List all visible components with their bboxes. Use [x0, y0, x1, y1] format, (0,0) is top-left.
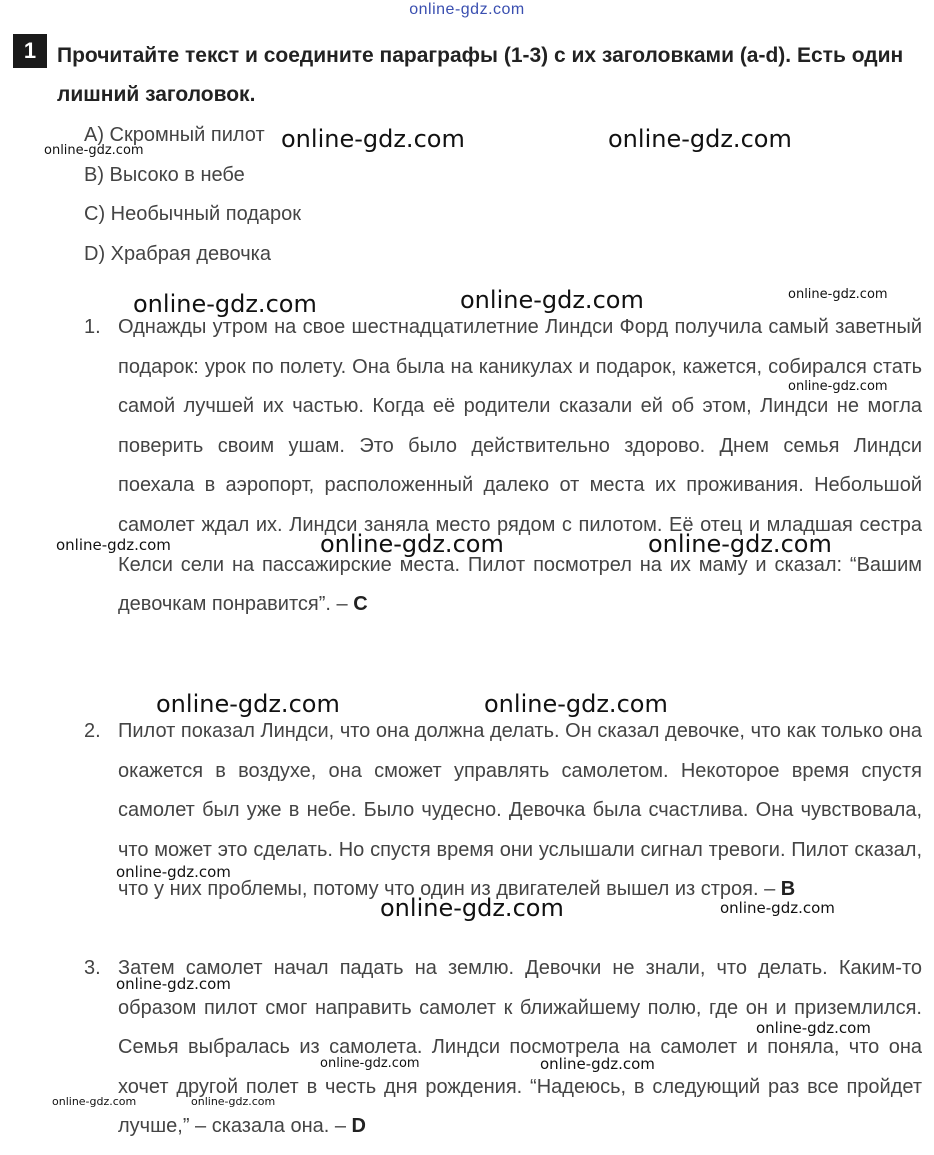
heading-option-b: B) Высоко в небе: [84, 163, 245, 186]
headings-list: [84, 116, 301, 274]
task-number-badge: 1: [13, 34, 47, 68]
watermark: online-gdz.com: [133, 290, 317, 318]
watermark: online-gdz.com: [720, 899, 835, 917]
paragraph-answer: C: [353, 593, 368, 616]
watermark: online-gdz.com: [191, 1095, 276, 1108]
paragraph-answer: D: [351, 1115, 366, 1138]
watermark: online-gdz.com: [44, 143, 144, 158]
paragraph-number: 3.: [84, 957, 101, 979]
heading-option-c: C) Необычный подарок: [84, 203, 302, 225]
top-watermark: online-gdz.com: [409, 1, 525, 18]
watermark: online-gdz.com: [52, 1095, 137, 1108]
paragraph-answer: B: [780, 878, 796, 901]
watermark: online-gdz.com: [380, 894, 564, 922]
watermark: online-gdz.com: [540, 1055, 655, 1073]
watermark: online-gdz.com: [116, 863, 231, 881]
paragraph-text: Пилот показал Линдси, что она должна делать. Он сказал девочке, что как только она окажется в воздухе, она сможет управлять самолетом. Некоторое время спустя самолет был уже в небе. Было чудесно. Девочка была счастлива. Она чувствовала, что может это сделать. Но спустя время они услышали сигнал тревоги. Пилот сказал, что у них проблемы, потому что один из двигателей вышел из строя. – B: [118, 720, 922, 901]
heading-option-a: A) Скромный пилот: [84, 124, 265, 146]
watermark: online-gdz.com: [608, 125, 792, 153]
paragraph-text: Однажды утром на свое шестнадцатилетние Линдси Форд получила самый заветный подарок: урок по полету. Она была на каникулах и подарок, кажется, собирался стать самой лучшей их частью. Когда её родители сказали ей об этом, Линдси не могла поверить своим ушам. Это было действительно здорово. Днем семья Линдси поехала в аэропорт, расположенный далеко от места их проживания. Небольшой самолет ждал их. Линдси заняла место рядом с пилотом. Её отец и младшая сестра Келси сели на пассажирские места. Пилот посмотрел на их маму и сказал: “Вашим девочкам понравится”. – C: [118, 316, 922, 616]
watermark: online-gdz.com: [648, 530, 832, 558]
watermark: online-gdz.com: [320, 530, 504, 558]
task-instruction: Прочитайте текст и соедините параграфы (1-3) с их заголовками (a-d). Есть один лишний заголовок.: [57, 44, 904, 106]
paragraph-number: 1.: [84, 316, 101, 338]
watermark: online-gdz.com: [460, 286, 644, 314]
watermark: online-gdz.com: [56, 536, 171, 554]
paragraph-text: Затем самолет начал падать на землю. Девочки не знали, что делать. Каким-то образом пилот смог направить самолет к ближайшему полю, где он и приземлился. Семья выбралась из самолета. Линдси посмотрела на самолет и поняла, что она хочет другой полет в честь дня рождения. “Надеюсь, в следующий раз все пройдет лучше,” – сказала она. – D: [118, 957, 922, 1138]
watermark: online-gdz.com: [788, 379, 888, 394]
watermark: online-gdz.com: [116, 975, 231, 993]
watermark: online-gdz.com: [281, 125, 465, 153]
watermark: online-gdz.com: [320, 1056, 420, 1071]
watermark: online-gdz.com: [156, 690, 340, 718]
watermark: online-gdz.com: [484, 690, 668, 718]
paragraph-1: [84, 308, 922, 625]
heading-option-d: D) Храбрая девочка: [84, 242, 271, 265]
watermark: online-gdz.com: [788, 287, 888, 302]
paragraph-number: 2.: [84, 720, 101, 742]
watermark: online-gdz.com: [756, 1019, 871, 1037]
